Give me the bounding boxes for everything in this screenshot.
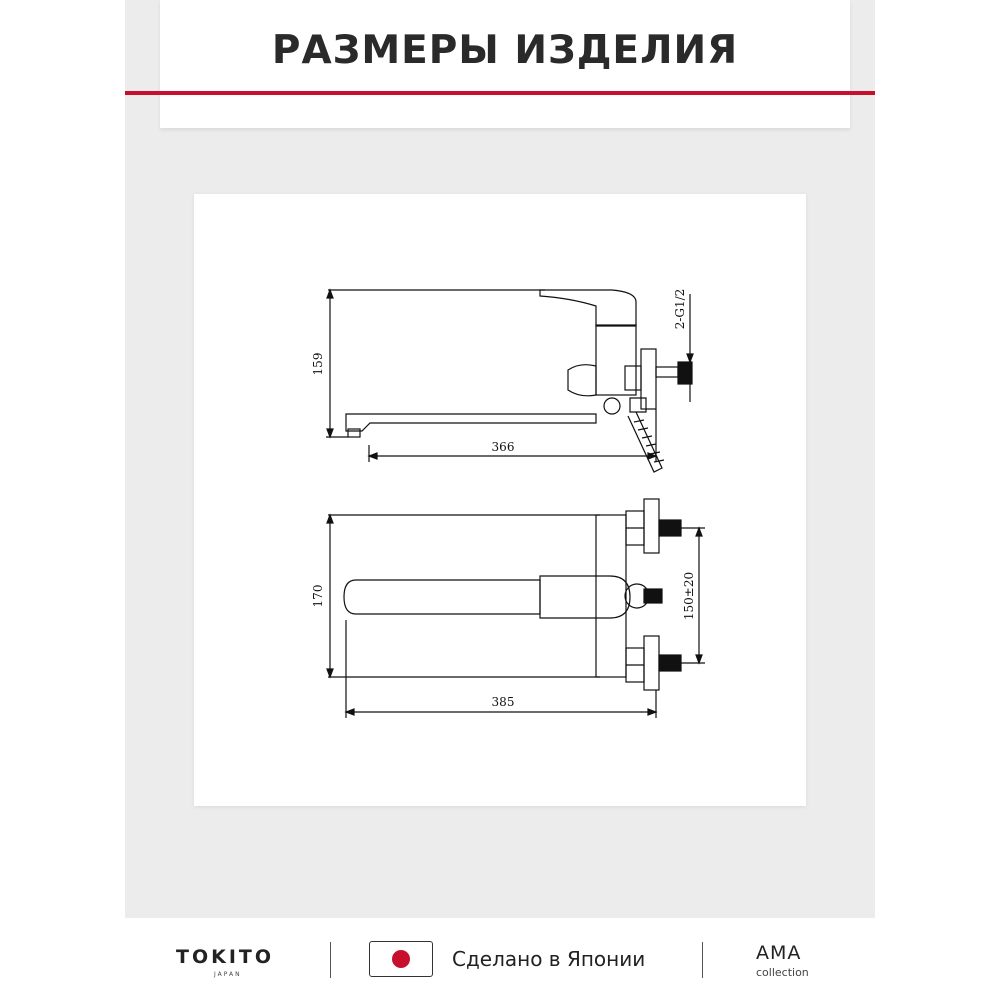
top-center-arrow-top <box>696 528 702 536</box>
page-title: РАЗМЕРЫ ИЗДЕЛИЯ <box>271 28 739 73</box>
side-connector <box>656 367 678 377</box>
side-diverter <box>568 365 596 396</box>
side-aerator <box>348 429 360 437</box>
japan-flag-icon <box>369 941 433 977</box>
brand-subtitle: JAPAN <box>214 971 242 978</box>
collection-subtitle: collection <box>756 966 809 979</box>
made-in-label: Сделано в Японии <box>452 947 646 971</box>
top-center-arrow-bottom <box>696 655 702 663</box>
top-upper-pipe <box>659 520 681 536</box>
top-spout <box>344 580 540 614</box>
header-divider <box>125 91 875 95</box>
side-flange <box>641 349 656 409</box>
top-length-arrow-right <box>648 709 656 715</box>
side-hose-outlet <box>604 398 620 414</box>
side-height-label: 159 <box>311 352 325 376</box>
top-lower-pipe <box>659 655 681 671</box>
collection-name: AMA <box>756 942 802 964</box>
top-center-distance-label: 150±20 <box>682 571 696 621</box>
top-lower-flange <box>644 636 659 690</box>
side-hose <box>628 412 662 472</box>
top-length-arrow-left <box>346 709 354 715</box>
footer-separator <box>330 942 331 978</box>
side-length-label: 366 <box>491 440 515 454</box>
side-thread-label: 2-G1/2 <box>673 288 687 330</box>
top-length-label: 385 <box>491 695 515 709</box>
technical-drawing <box>194 194 806 806</box>
top-width-label: 170 <box>311 584 325 608</box>
top-upper-flange <box>644 499 659 553</box>
top-body <box>596 515 626 677</box>
side-spout <box>346 414 596 431</box>
footer-separator <box>702 942 703 978</box>
side-height-arrow-top <box>327 290 333 298</box>
side-thread-arrow <box>687 354 693 362</box>
top-handle <box>540 576 630 618</box>
top-width-arrow-top <box>327 515 333 523</box>
flag-circle <box>392 950 410 968</box>
side-height-arrow-bottom <box>327 429 333 437</box>
side-body <box>596 325 636 395</box>
top-hose-connector <box>644 589 662 603</box>
side-lever <box>540 290 636 326</box>
side-nut <box>625 366 641 390</box>
side-length-arrow-left <box>369 453 377 459</box>
dimension-drawing <box>194 194 806 806</box>
brand-logo: TOKITO <box>176 946 275 968</box>
side-hose-nut <box>630 398 646 412</box>
top-width-arrow-bottom <box>327 669 333 677</box>
